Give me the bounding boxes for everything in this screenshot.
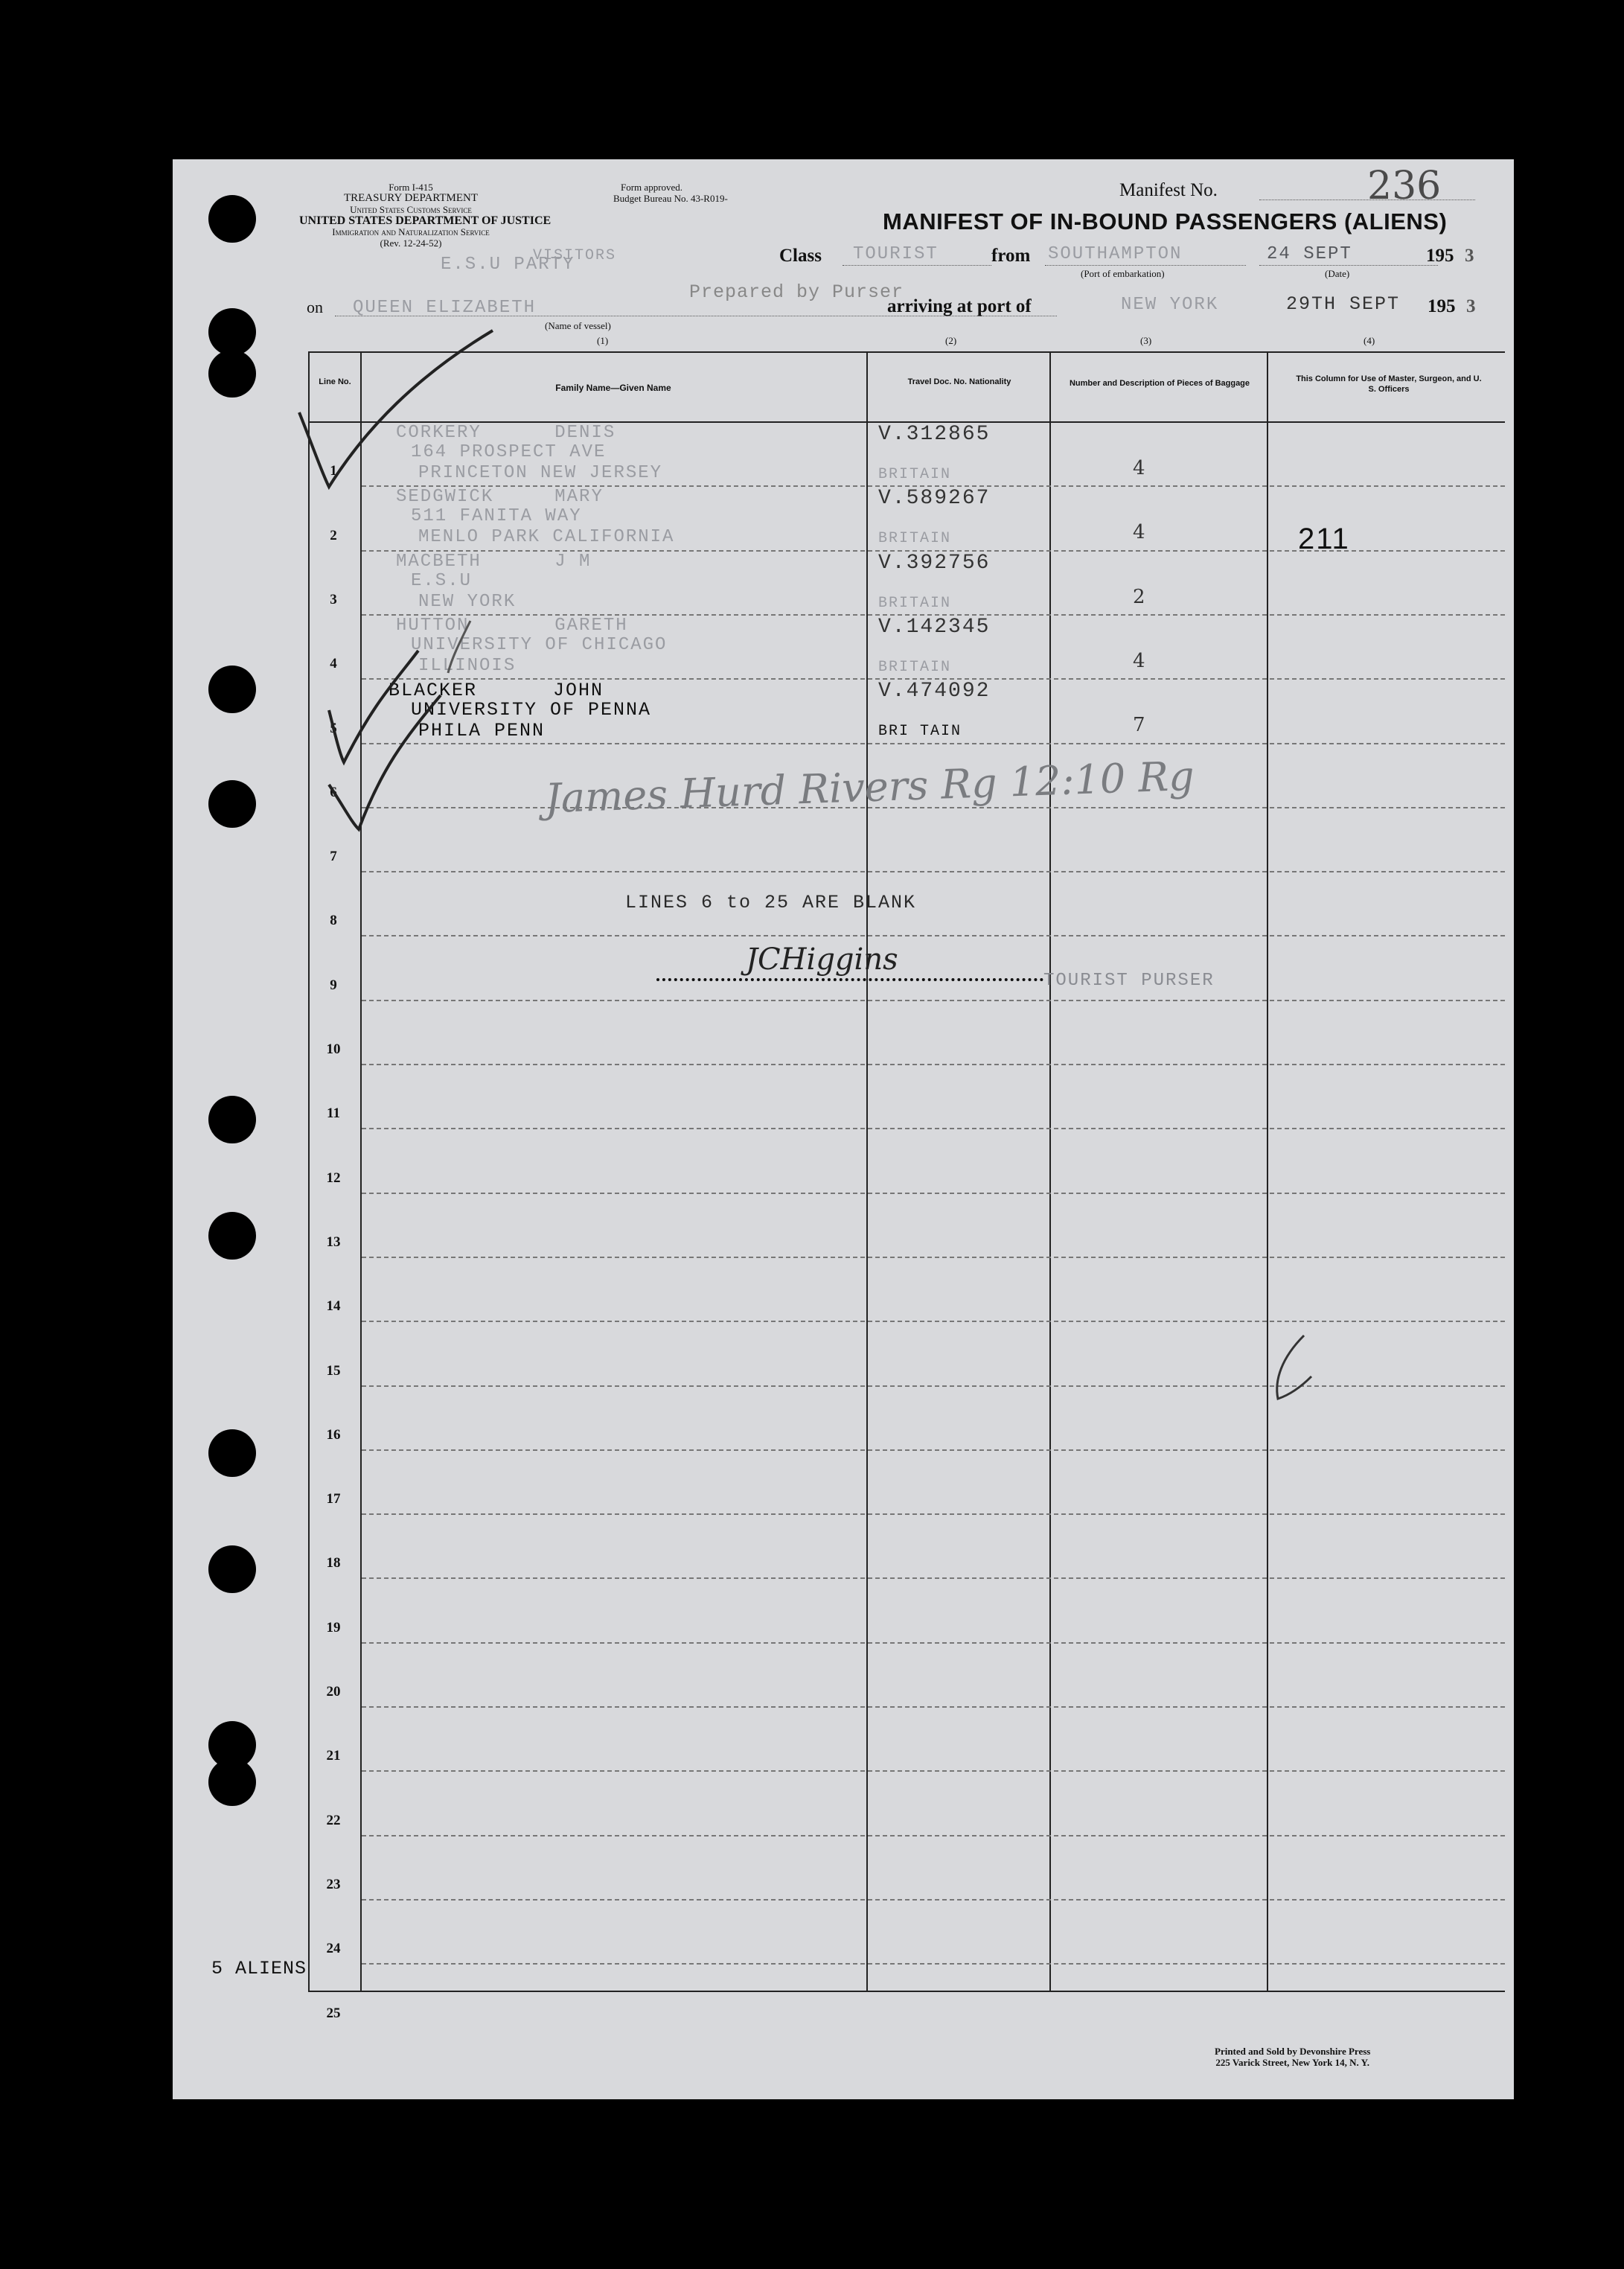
class-underline <box>843 265 991 266</box>
punch-hole <box>208 350 256 398</box>
name-divider <box>866 351 868 1992</box>
arrival-year-digit: 3 <box>1466 296 1476 316</box>
punch-hole <box>208 780 256 828</box>
line-number: 20 <box>326 1684 341 1700</box>
header-doc: Travel Doc. No. Nationality <box>907 377 1011 386</box>
line-number: 14 <box>326 1298 341 1315</box>
party-label: E.S.U PARTY <box>441 255 575 275</box>
justice-dept: UNITED STATES DEPARTMENT OF JUSTICE <box>299 214 552 227</box>
line-number: 3 <box>330 591 337 607</box>
line-number: 7 <box>330 849 337 865</box>
check-marks <box>269 323 686 844</box>
vessel-name: QUEEN ELIZABETH <box>353 298 537 318</box>
printer-credit <box>1215 2046 1370 2068</box>
row-separator <box>362 1064 1505 1065</box>
line-number: 6 <box>330 784 337 800</box>
passenger-address-1: UNIVERSITY OF CHICAGO <box>411 634 668 655</box>
from-label: from <box>991 246 1031 266</box>
visitors-label: VISITORS <box>533 247 617 264</box>
row-separator <box>362 1577 1505 1579</box>
baggage-divider <box>1267 351 1268 1992</box>
handwritten-note: James Hurd Rivers Rg 12:10 Rg <box>544 752 1195 823</box>
form-revision: (Rev. 12-24-52) <box>380 237 442 249</box>
row-separator <box>362 1770 1505 1772</box>
line-number: 21 <box>326 1748 341 1764</box>
passenger-address-2: NEW YORK <box>418 591 517 612</box>
passenger-address-1: UNIVERSITY OF PENNA <box>411 699 652 721</box>
punch-hole <box>208 308 256 356</box>
passenger-address-1: 511 FANITA WAY <box>411 506 582 527</box>
manifest-page <box>173 159 1514 2099</box>
line-number: 22 <box>326 1812 341 1828</box>
punch-hole <box>208 195 256 243</box>
baggage-count: 4 <box>1133 649 1147 672</box>
row-separator <box>362 1385 1505 1387</box>
signature-dots <box>656 978 1043 981</box>
line-number: 17 <box>326 1491 341 1507</box>
row-separator <box>362 871 1505 872</box>
from-value: SOUTHAMPTON <box>1048 244 1183 264</box>
line-number: 1 <box>330 463 337 479</box>
purser-title: TOURIST PURSER <box>1043 971 1215 991</box>
passenger-address-2: PRINCETON NEW JERSEY <box>418 463 663 483</box>
form-approval <box>613 182 728 204</box>
row-separator <box>362 1642 1505 1644</box>
header-officers: This Column for Use of Master, Surgeon, and U. S. Officers <box>1296 374 1482 394</box>
baggage-count: 4 <box>1133 521 1147 544</box>
row-separator <box>362 935 1505 936</box>
officer-note: 211 <box>1298 523 1350 556</box>
embarkation-caption: (Port of embarkation) <box>1081 268 1165 279</box>
line-number: 16 <box>326 1426 341 1443</box>
col-number-3: (3) <box>1140 335 1152 346</box>
purser-signature: JCHiggins <box>746 942 898 977</box>
nationality: BRITAIN <box>878 530 952 548</box>
arriving-label: arriving at port of <box>887 296 1032 316</box>
passenger-address-1: 164 PROSPECT AVE <box>411 442 607 462</box>
travel-doc-no: V.589267 <box>878 487 991 511</box>
line-number: 2 <box>330 527 337 543</box>
margin-total: 5 ALIENS <box>211 1958 307 1979</box>
baggage-count: 7 <box>1133 714 1147 737</box>
passenger-address-2: ILLINOIS <box>418 655 517 676</box>
printer-name: Printed and Sold by Devonshire Press <box>1215 2046 1371 2057</box>
row-separator <box>362 1128 1505 1129</box>
form-number: Form I-415 <box>389 182 433 193</box>
row-separator <box>362 1000 1505 1001</box>
treasury-dept: TREASURY DEPARTMENT <box>343 192 479 204</box>
baggage-count: 2 <box>1133 585 1147 608</box>
nationality: BRI TAIN <box>878 723 962 741</box>
from-underline <box>1045 265 1246 266</box>
row-separator <box>362 1963 1505 1965</box>
nationality: BRITAIN <box>878 466 952 483</box>
nationality: BRITAIN <box>878 594 952 612</box>
form-header-left <box>299 182 552 249</box>
arrival-date: 29TH SEPT <box>1286 293 1401 315</box>
travel-doc-no: V.392756 <box>878 551 991 575</box>
row-separator <box>362 1257 1505 1258</box>
col-number-4: (4) <box>1364 335 1375 346</box>
class-label: Class <box>779 246 822 266</box>
arrival-port: NEW YORK <box>1121 295 1219 315</box>
tally-mark <box>1259 1328 1319 1410</box>
manifest-no-value: 236 <box>1367 164 1442 208</box>
punch-hole <box>208 1096 256 1143</box>
passenger-name: CORKERY DENIS <box>396 423 616 443</box>
date-underline <box>1259 265 1438 266</box>
budget-bureau: Budget Bureau No. 43-R019- <box>613 193 728 204</box>
line-number: 18 <box>326 1555 341 1571</box>
line-number: 12 <box>326 1169 341 1186</box>
printer-address: 225 Varick Street, New York 14, N. Y. <box>1215 2057 1370 2068</box>
date-value: 24 SEPT <box>1267 244 1352 264</box>
col-number-2: (2) <box>945 335 957 346</box>
line-number: 8 <box>330 913 337 929</box>
line-number: 11 <box>327 1105 340 1122</box>
year-printed: 195 <box>1426 246 1454 266</box>
passenger-name: SEDGWICK MARY <box>396 487 604 508</box>
on-label: on <box>307 298 323 316</box>
manifest-no-label: Manifest No. <box>1119 180 1218 200</box>
form-approved: Form approved. <box>621 182 683 193</box>
line-number: 4 <box>330 656 337 672</box>
header-line-no: Line No. <box>319 377 351 386</box>
baggage-count: 4 <box>1133 457 1147 479</box>
doc-divider <box>1049 351 1051 1992</box>
year-digit: 3 <box>1465 246 1474 266</box>
header-name: Family Name—Given Name <box>555 383 671 393</box>
line-number: 9 <box>330 977 337 993</box>
line-number: 10 <box>326 1041 341 1057</box>
row-separator <box>362 1321 1505 1322</box>
travel-doc-no: V.312865 <box>878 423 991 446</box>
row-separator <box>362 1513 1505 1515</box>
line-number: 24 <box>326 1941 341 1957</box>
date-caption: (Date) <box>1325 268 1350 279</box>
line-number: 19 <box>326 1619 341 1635</box>
punch-hole <box>208 1758 256 1806</box>
table-bottom-border <box>308 1991 1505 1992</box>
line-number: 5 <box>330 720 337 736</box>
passenger-address-1: E.S.U <box>411 570 473 591</box>
customs-service: United States Customs Service <box>350 204 472 215</box>
punch-hole <box>208 666 256 713</box>
col-number-1: (1) <box>597 335 609 346</box>
line-number: 23 <box>326 1876 341 1892</box>
passenger-name: BLACKER JOHN <box>389 680 604 702</box>
manifest-title: MANIFEST OF IN-BOUND PASSENGERS (ALIENS) <box>883 208 1448 234</box>
row-separator <box>362 1449 1505 1451</box>
vessel-caption: (Name of vessel) <box>545 320 611 331</box>
punch-hole <box>208 1429 256 1477</box>
row-separator <box>362 1193 1505 1194</box>
passenger-address-2: MENLO PARK CALIFORNIA <box>418 527 675 548</box>
travel-doc-no: V.142345 <box>878 615 991 639</box>
passenger-name: HUTTON GARETH <box>396 615 628 636</box>
punch-hole <box>208 1545 256 1593</box>
row-separator <box>362 1899 1505 1901</box>
row-separator <box>362 1706 1505 1708</box>
class-value: TOURIST <box>853 244 939 264</box>
blank-lines-note: LINES 6 to 25 ARE BLANK <box>625 892 917 913</box>
ins-service: Immigration and Naturalization Service <box>332 226 490 237</box>
prepared-by: Prepared by Purser <box>689 281 904 303</box>
passenger-address-2: PHILA PENN <box>418 720 546 742</box>
line-number: 25 <box>326 2005 341 2021</box>
nationality: BRITAIN <box>878 658 952 676</box>
travel-doc-no: V.474092 <box>878 680 991 703</box>
punch-hole <box>208 1212 256 1260</box>
line-number: 13 <box>326 1234 341 1250</box>
line-number: 15 <box>326 1362 341 1379</box>
passenger-name: MACBETH J M <box>396 551 592 572</box>
row-separator <box>362 1835 1505 1836</box>
arrival-year-printed: 195 <box>1428 296 1456 316</box>
header-baggage: Number and Description of Pieces of Baggage <box>1069 379 1250 388</box>
